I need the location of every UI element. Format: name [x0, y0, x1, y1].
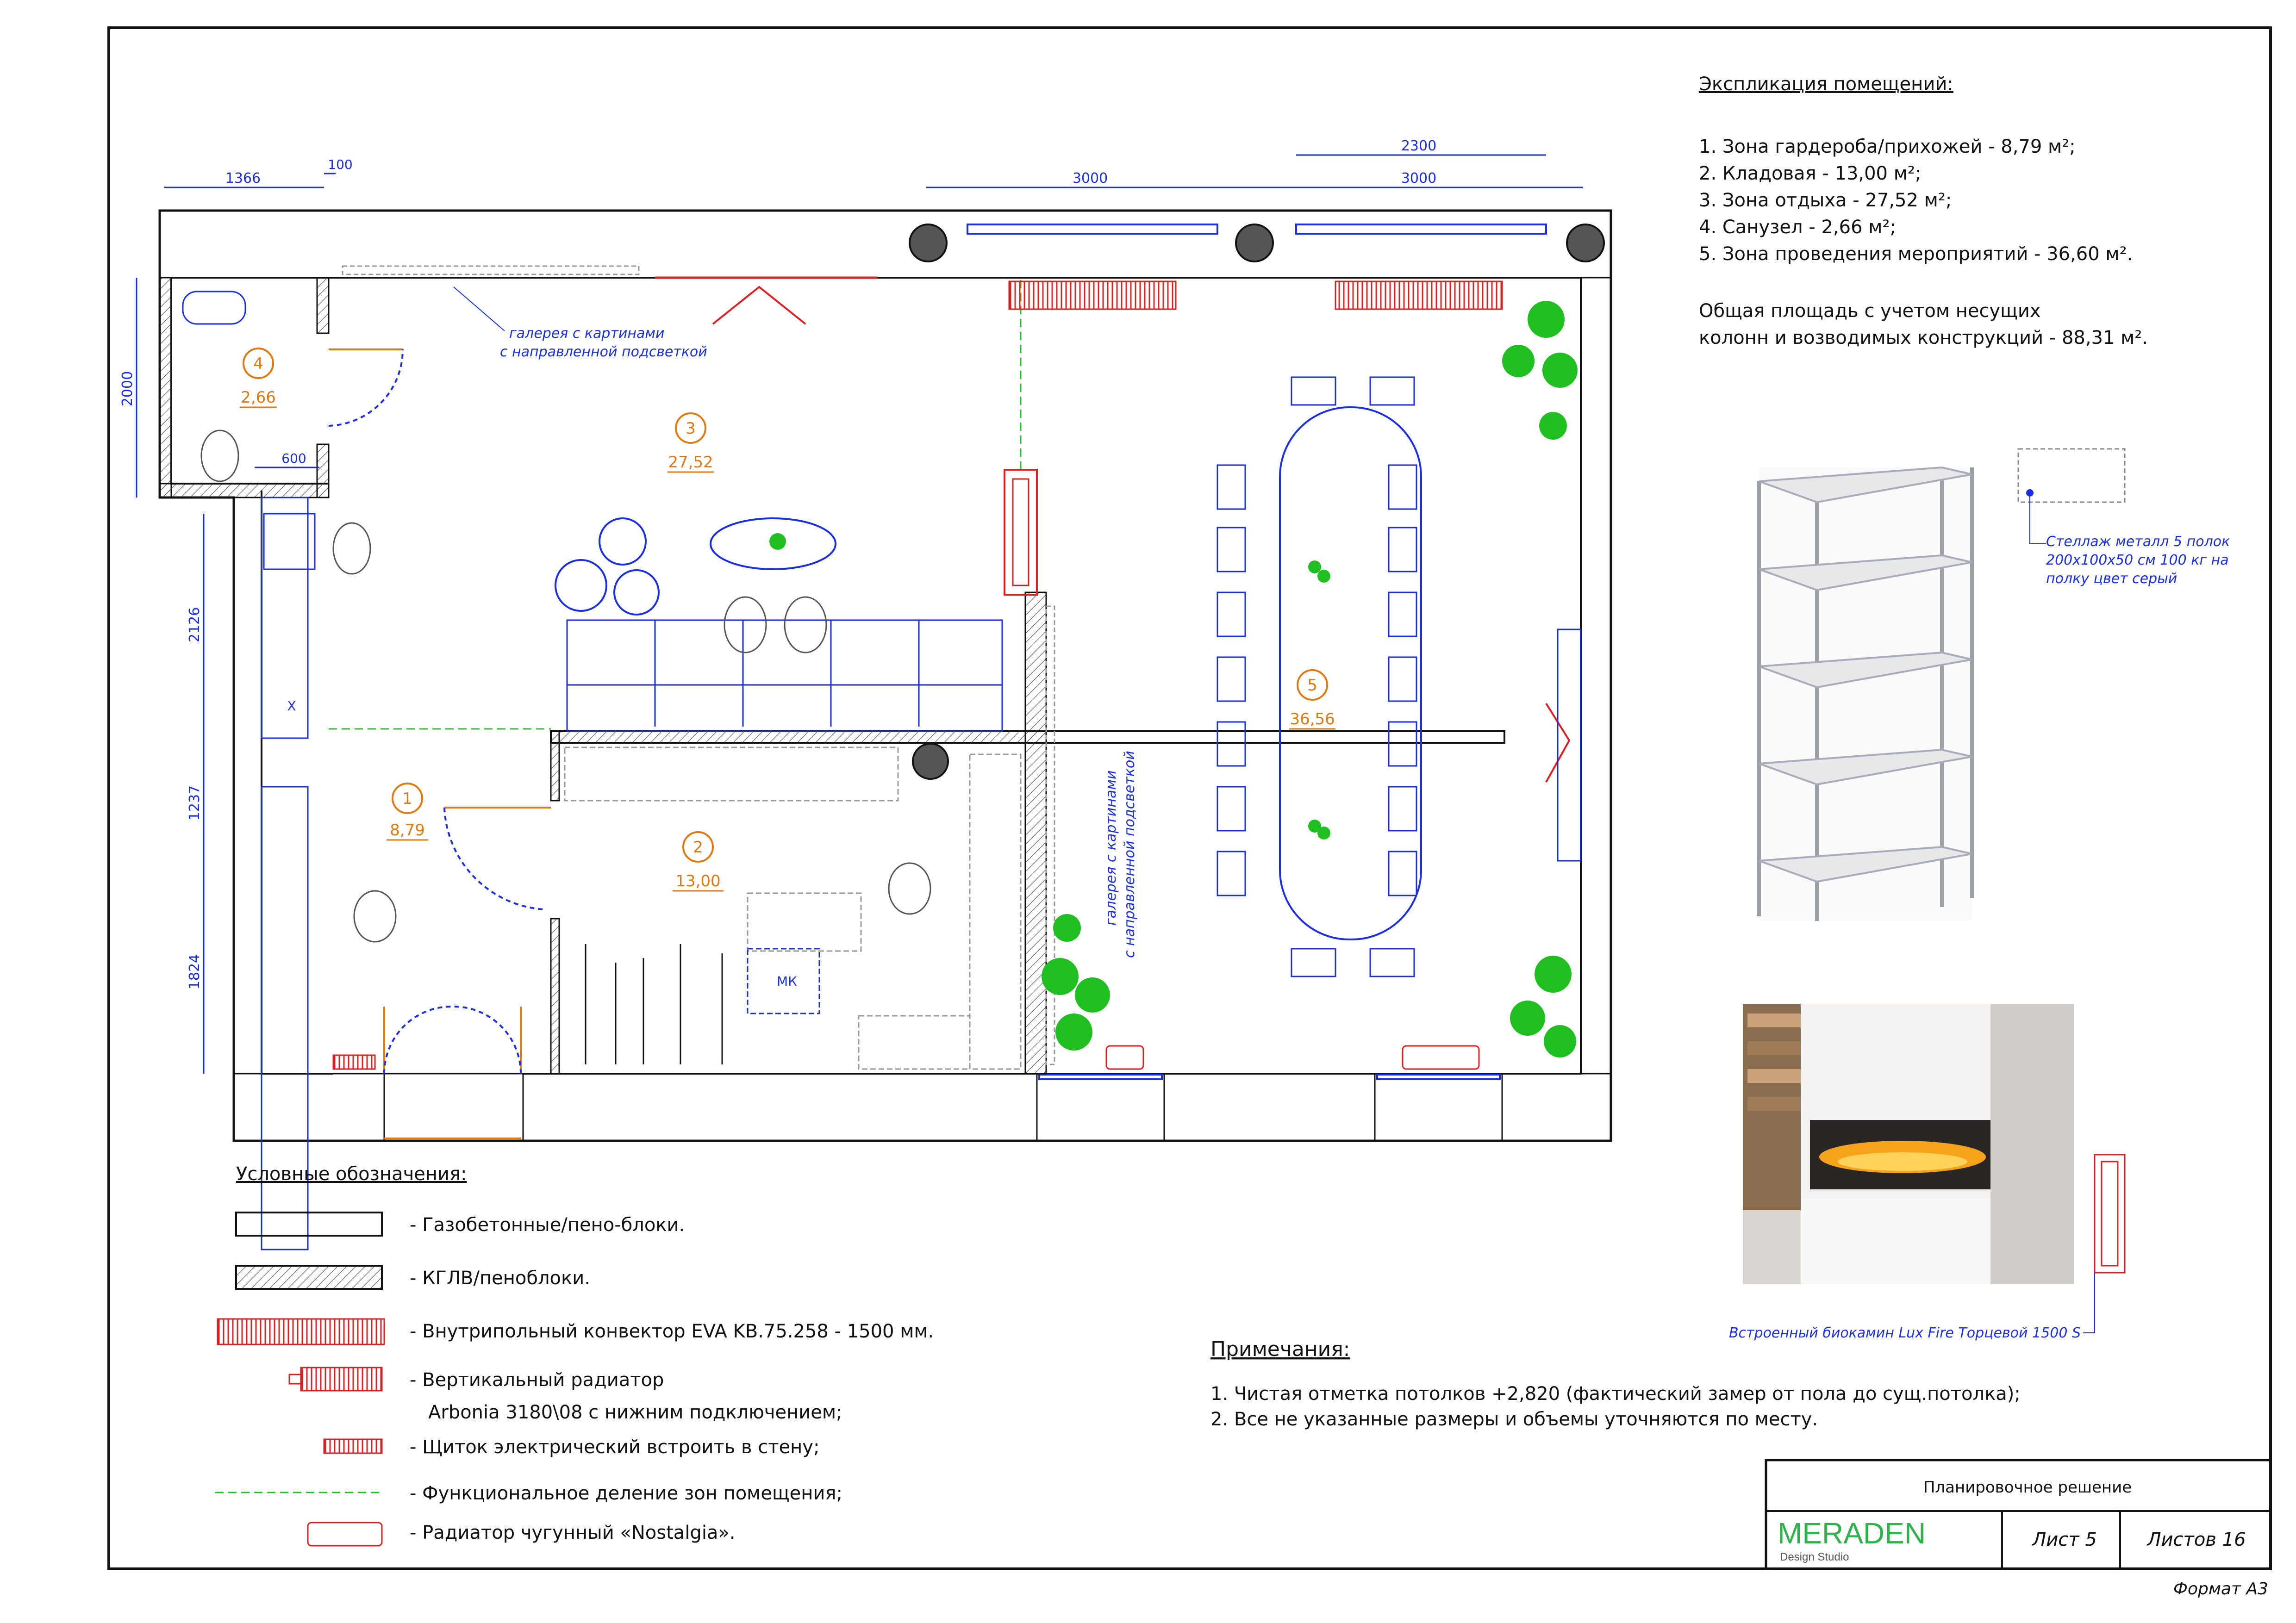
- explication-title: Экспликация помещений:: [1699, 74, 1953, 95]
- dim-1237: 1237: [187, 785, 203, 821]
- total-area-line-2: колонн и возводимых конструкций - 88,31 м².: [1699, 327, 2148, 348]
- legend-item: - Внутрипольный конвектор EVA KB.75.258 - 1500 мм.: [410, 1321, 934, 1342]
- sofa: [567, 620, 1002, 731]
- explication-item: 1. Зона гардероба/прихожей - 8,79 м²;: [1699, 136, 2076, 157]
- explication-item: 5. Зона проведения мероприятий - 36,60 м².: [1699, 243, 2133, 265]
- room-4-number: 4: [253, 354, 263, 373]
- brand-subtitle: Design Studio: [1780, 1551, 1849, 1563]
- dim-1824: 1824: [187, 954, 203, 990]
- dim-3000-b: 3000: [1401, 170, 1437, 187]
- radiator-nostalgia: [1403, 1046, 1479, 1069]
- note-item: 1. Чистая отметка потолков +2,820 (фактический замер от пола до сущ.потолка);: [1210, 1383, 2021, 1405]
- window-top-2: [1296, 224, 1546, 234]
- format-label: Формат А3: [2173, 1579, 2268, 1598]
- explication-item: 3. Зона отдыха - 27,52 м²;: [1699, 190, 1952, 211]
- legend-item: - Радиатор чугунный «Nostalgia».: [410, 1522, 736, 1543]
- dim-2000: 2000: [119, 371, 136, 407]
- window-bottom-1: [1039, 1075, 1162, 1079]
- gallery-top: [343, 266, 639, 274]
- legend-swatch-gasblock: [236, 1213, 382, 1236]
- explication-item: 2. Кладовая - 13,00 м²;: [1699, 163, 1922, 184]
- notes: [1210, 1337, 2021, 1430]
- radiator-nostalgia: [1106, 1046, 1143, 1069]
- sheet-number: Лист 5: [2032, 1529, 2097, 1550]
- title-block: [1766, 1460, 2271, 1598]
- conference-table: [1280, 407, 1421, 939]
- room-3-area: 27,52: [668, 453, 713, 472]
- brand-logo: MERADEN: [1778, 1517, 1926, 1550]
- legend-item: - Щиток электрический встроить в стену;: [410, 1436, 820, 1458]
- x-mark: X: [287, 698, 296, 714]
- legend-item: - Газобетонные/пено-блоки.: [410, 1214, 685, 1236]
- gallery-top-label-2: с направленной подсветкой: [500, 344, 707, 360]
- dim-2300: 2300: [1401, 138, 1437, 154]
- electric-panel: [333, 1055, 375, 1069]
- room-5-area: 36,56: [1290, 710, 1335, 728]
- fireplace-symbol: [2095, 1155, 2125, 1273]
- total-area-line-1: Общая площадь с учетом несущих: [1699, 300, 2041, 322]
- gallery-side-label-1: галерея с картинами: [1103, 770, 1119, 926]
- fireplace-illustration: [1729, 1004, 2125, 1341]
- gallery-side: [1046, 606, 1054, 1064]
- room-5-number: 5: [1307, 676, 1317, 695]
- room-3-number: 3: [686, 419, 696, 438]
- explication: [1699, 74, 2148, 348]
- legend-title: Условные обозначения:: [236, 1163, 467, 1185]
- window-bottom-2: [1377, 1075, 1500, 1079]
- explication-item: 4. Санузел - 2,66 м²;: [1699, 217, 1896, 238]
- column: [1236, 224, 1273, 261]
- legend-item: - Вертикальный радиатор: [410, 1369, 664, 1391]
- notes-title: Примечания:: [1210, 1337, 1350, 1361]
- shelf-note-1: Стеллаж металл 5 полок: [2046, 534, 2230, 550]
- room-1-number: 1: [402, 790, 412, 808]
- mk-label: МК: [776, 974, 798, 989]
- column: [910, 224, 947, 261]
- dim-3000-a: 3000: [1072, 170, 1108, 187]
- shelf-illustration: [1759, 449, 2230, 921]
- convector: [1335, 281, 1502, 309]
- gallery-side-label-2: с направленной подсветкой: [1122, 751, 1138, 958]
- dim-100: 100: [328, 157, 353, 172]
- plan: [119, 138, 1611, 1250]
- legend-swatch-nostalgia: [308, 1523, 382, 1546]
- legend: [215, 1163, 934, 1546]
- sheets-total: Листов 16: [2147, 1529, 2246, 1550]
- fireplace-note: Встроенный биокамин Lux Fire Торцевой 1500 S: [1728, 1325, 2081, 1341]
- room-2-area: 13,00: [675, 872, 721, 890]
- dim-600: 600: [281, 451, 306, 466]
- gallery-top-label-1: галерея с картинами: [509, 325, 665, 342]
- dim-2126: 2126: [187, 607, 203, 643]
- inner-outline: [171, 278, 1581, 1074]
- legend-item: Arbonia 3180\08 с нижним подключением;: [428, 1402, 842, 1423]
- column: [1567, 224, 1604, 261]
- legend-swatch-panel: [324, 1439, 382, 1453]
- window-top-1: [967, 224, 1217, 234]
- shelf-note-2: 200x100x50 см 100 кг на: [2046, 552, 2229, 568]
- room-1-area: 8,79: [390, 821, 425, 839]
- legend-swatch-radiator: [301, 1368, 382, 1391]
- radiator-vertical: [1004, 470, 1037, 595]
- dim-1366: 1366: [225, 170, 261, 187]
- room-4-area: 2,66: [241, 388, 276, 407]
- legend-swatch-kglv: [236, 1266, 382, 1289]
- legend-item: - КГЛВ/пеноблоки.: [410, 1268, 590, 1289]
- legend-swatch-convector: [218, 1319, 384, 1344]
- doors: [329, 349, 551, 1138]
- shelf-symbol: [2018, 449, 2125, 502]
- stamp-title: Планировочное решение: [1923, 1478, 2132, 1497]
- legend-item: - Функциональное деление зон помещения;: [410, 1483, 842, 1504]
- room-2-number: 2: [693, 838, 703, 857]
- note-item: 2. Все не указанные размеры и объемы уточняются по месту.: [1210, 1409, 1818, 1430]
- column: [913, 744, 948, 779]
- convector: [1009, 281, 1176, 309]
- bathroom-wall: [160, 278, 171, 497]
- shelf-note-3: полку цвет серый: [2046, 571, 2177, 587]
